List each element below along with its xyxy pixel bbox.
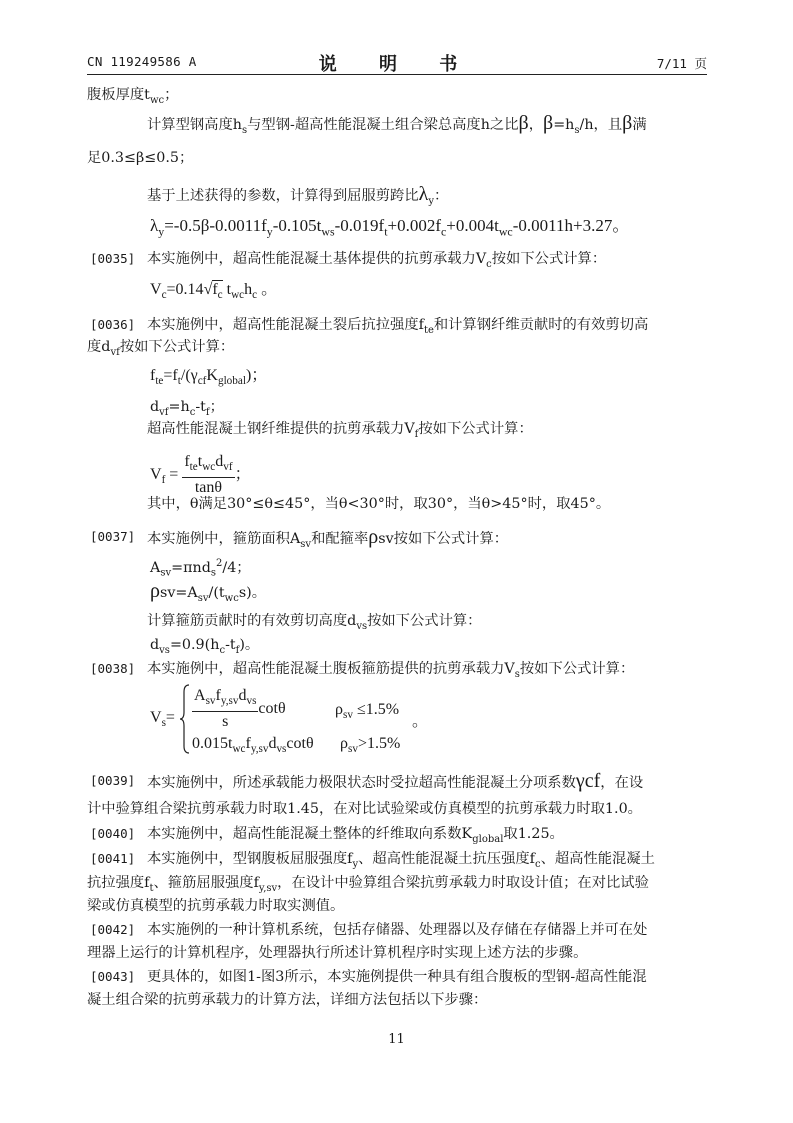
para-number: [0043] <box>90 969 136 984</box>
page-header <box>87 50 707 75</box>
text-line: 超高性能混凝土钢纤维提供的抗剪承载力$V_f$按如下公式计算： <box>147 421 533 440</box>
para-number: [0036] <box>90 317 136 332</box>
text-line: 计算型钢高度$h_s$与型钢-超高性能混凝土组合梁总高度h之比β，$\beta=h_s/h$，且β满 <box>147 112 647 136</box>
text-line: 本实施例中，超高性能混凝土裂后抗拉强度$f_{te}$和计算钢纤维贡献时的有效剪切高 <box>147 317 649 336</box>
text-line: 度$d_{vf}$按如下公式计算： <box>87 339 235 358</box>
text-line: 抗拉强度$f_t$、箍筋屈服强度$f_{y,sv}$，在设计中验算组合梁抗剪承载力时取设计值；在对比试验 <box>87 875 649 894</box>
text-line: 理器上运行的计算机程序，处理器执行所述计算机程序时实现上述方法的步骤。 <box>87 945 588 961</box>
header-rule <box>87 74 707 75</box>
text-line: 计中验算组合梁抗剪承载力时取1.45，在对比试验梁或仿真模型的抗剪承载力时取1.0。 <box>87 801 642 817</box>
para-number: [0042] <box>90 922 136 937</box>
page-count: 7/11 页 <box>656 56 707 71</box>
formula-dvs: $d_{vs}=0.9(h_c-t_f)$。 <box>150 637 260 656</box>
text-line: 本实施例中，所述承载能力极限状态时受拉超高性能混凝土分项系数γcf，在设 <box>147 770 644 792</box>
formula-asv: $A_{sv}=\pi nd_s^2/4$； <box>150 558 251 579</box>
formula-vs-cond1: $\rho_{sv} \le 1.5\%$ <box>335 701 400 722</box>
formula-vc: $V_c=0.14√f_c$ $t_{wc}h_c$ 。 <box>150 281 278 302</box>
page-number: 11 <box>388 1032 405 1047</box>
formula-fte: $f_{te}=f_t/(\gamma_{cf}K_{global})$； <box>150 367 268 388</box>
formula-vs-cond2: $\rho_{sv}>1.5\%$ <box>340 735 401 756</box>
formula-vf: $V_f$ = $\frac{f_{te}t_{wc}d_{vf}}{\tan\theta}$ ； <box>150 453 251 497</box>
text-line: 本实施例中，超高性能混凝土基体提供的抗剪承载力$V_c$按如下公式计算： <box>147 251 607 270</box>
text-line: 基于上述获得的参数，计算得到屈服剪跨比$\lambda_y$： <box>147 183 449 207</box>
para-number: [0039] <box>90 773 136 788</box>
formula-vs-end: 。 <box>412 713 429 730</box>
text-line: 本实施例中，超高性能混凝土整体的纤维取向系数$K_{global}$取1.25。 <box>147 826 564 845</box>
text-line: 本实施例的一种计算机系统，包括存储器、处理器以及存储在存储器上并可在处 <box>147 922 648 938</box>
case-brace <box>180 684 190 754</box>
para-number: [0038] <box>90 661 136 676</box>
formula-rho: $\rho sv=A_{sv}/(t_{wc}s)$。 <box>150 580 267 604</box>
text-line: 其中，θ满足30°≤θ≤45°，当θ<30°时，取30°，当θ>45°时，取45°。 <box>147 496 611 512</box>
text-line: 本实施例中，型钢腹板屈服强度$f_y$、超高性能混凝土抗压强度$f_c$、超高性能混凝土 <box>147 851 655 870</box>
text-line: 本实施例中，箍筋面积$A_{sv}$和配箍率ρsv按如下公式计算： <box>147 526 509 550</box>
formula-dvf: $d_{vf}=h_c-t_f$； <box>150 399 224 418</box>
text-line: 计算箍筋贡献时的有效剪切高度$d_{vs}$按如下公式计算： <box>147 613 482 632</box>
text-line: 足0.3≤β≤0.5； <box>87 150 194 166</box>
formula-vs-case1: $\frac{A_{sv}f_{y,sv}d_{vs}}{s}$ cotθ <box>194 687 286 731</box>
formula-vs-lhs: $V_s=$ <box>150 709 175 730</box>
text-line: 凝土组合梁的抗剪承载力的计算方法，详细方法包括以下步骤： <box>87 992 488 1008</box>
para-number: [0037] <box>90 529 136 544</box>
para-number: [0035] <box>90 251 136 266</box>
text-line: 本实施例中，超高性能混凝土腹板箍筋提供的抗剪承载力$V_s$按如下公式计算： <box>147 661 635 680</box>
text-line: 腹板厚度$t_{wc}$； <box>87 87 179 106</box>
patent-number: CN 119249586 A <box>87 54 197 69</box>
formula-vs-case2: $0.015t_{wc}f_{y,sv}d_{vs}\cot\theta$ <box>192 735 314 756</box>
document-title: 说 明 书 <box>318 54 476 75</box>
formula-lambda: $\lambda_y=-0.5\beta-0.0011f_y-0.105t_{ws}-0.019f_t+0.002f_c+0.004t_{wc}-0.0011h+3.27$。 <box>150 216 630 239</box>
para-number: [0041] <box>90 851 136 866</box>
text-line: 更具体的，如图1-图3所示，本实施例提供一种具有组合腹板的型钢-超高性能混 <box>147 969 647 985</box>
para-number: [0040] <box>90 826 136 841</box>
text-line: 梁或仿真模型的抗剪承载力时取实测值。 <box>87 898 345 914</box>
